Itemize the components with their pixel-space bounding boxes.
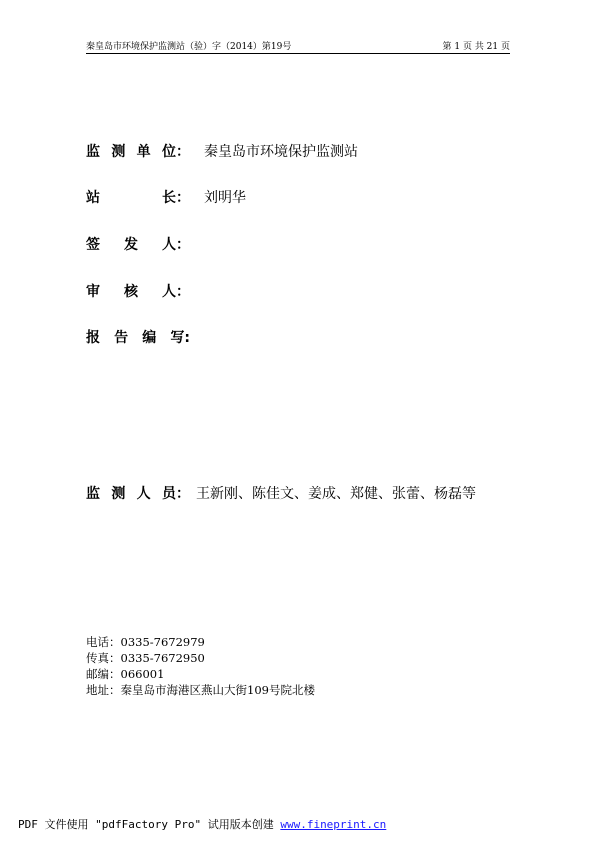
field-value: 秦皇岛市环境保护监测站 [204, 144, 358, 160]
contact-phone: 电话：0335-7672979 [86, 635, 205, 649]
page-counter: 第 1 页 共 21 页 [442, 42, 510, 52]
contact-fax: 传真：0335-7672950 [86, 651, 205, 665]
field-label: 监 测 人 员： [86, 486, 190, 502]
field-label: 站 长： [86, 190, 190, 206]
footer-link[interactable]: www.fineprint.cn [280, 818, 387, 831]
contact-postcode: 邮编：066001 [86, 667, 165, 681]
page-header [86, 42, 510, 54]
field-label: 监 测 单 位： [86, 144, 190, 160]
field-label: 审 核 人： [86, 284, 190, 300]
field-label: 签 发 人： [86, 237, 190, 253]
pdf-footer [18, 817, 386, 833]
report-number: 秦皇岛市环境保护监测站（验）字（2014）第19号 [86, 42, 292, 52]
contact-address: 地址：秦皇岛市海港区燕山大街109号院北楼 [86, 683, 315, 697]
field-value: 刘明华 [204, 190, 246, 206]
field-value: 王新刚、陈佳文、姜成、郑健、张蕾、杨磊等 [196, 486, 476, 502]
field-label: 报 告 编 写: [86, 330, 190, 346]
footer-text: PDF 文件使用 "pdfFactory Pro" 试用版本创建 [18, 818, 281, 831]
